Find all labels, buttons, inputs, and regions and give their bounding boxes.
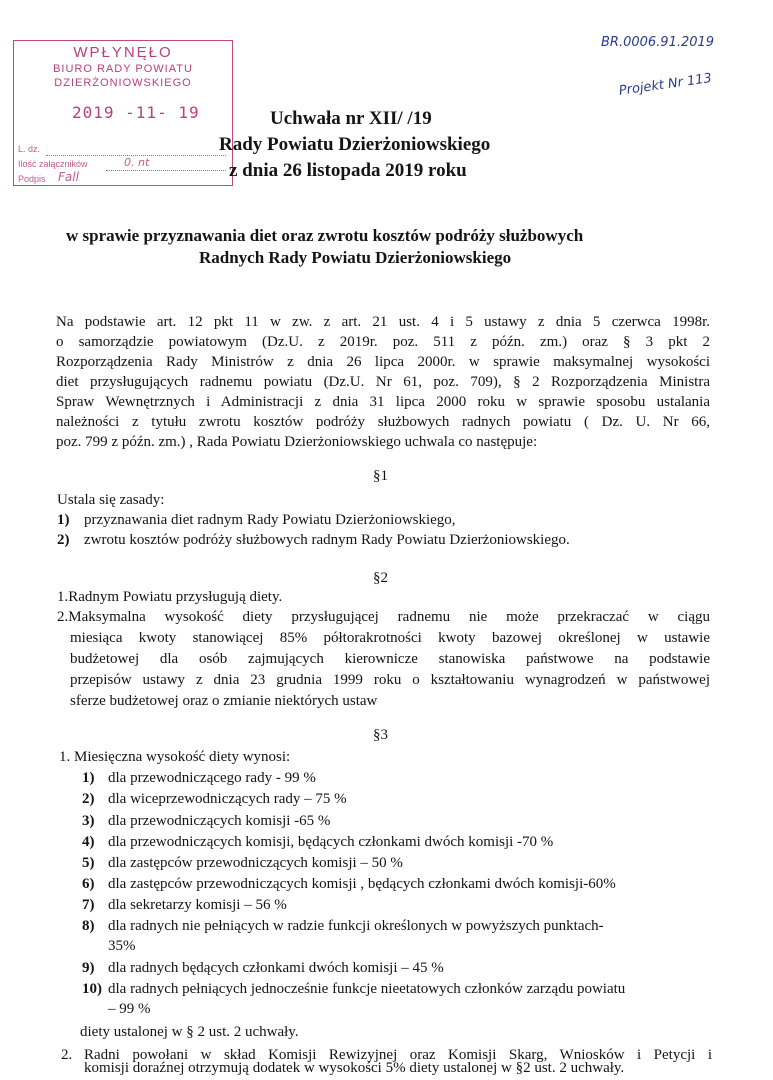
section-3-item-number: 8) [82,918,95,934]
section-3-item-number: 2) [82,791,95,807]
stamp-date: 2019 -11- 19 [72,103,200,122]
section-3-item-continuation: 35% [108,938,136,954]
stamp-received-label: WPŁYNĘŁO [73,44,173,61]
section-3-item-text: dla sekretarzy komisji – 56 % [108,897,287,913]
stamp-attachments-label: Ilość załączników [18,159,88,169]
section-2-heading: §2 [373,570,388,586]
stamp-signature: Fall [58,170,79,184]
section-3-paragraph-2-number: 2. [61,1047,73,1063]
received-stamp [13,40,233,186]
section-1-item-text: zwrotu kosztów podróży służbowych radnym Rady Powiatu Dzierżoniowskiego. [84,532,570,548]
section-3-item-number: 9) [82,960,95,976]
section-3-intro: 1. Miesięczna wysokość diety wynosi: [59,749,291,765]
resolution-subject-line1: w sprawie przyznawania diet oraz zwrotu kosztów podróży służbowych [66,226,584,245]
stamp-ldz-label: L. dz. [18,144,41,154]
section-3-item-number: 4) [82,834,95,850]
section-1-item-number: 1) [57,512,70,528]
preamble-line: poz. 799 z późn. zm.) , Rada Powiatu Dzierżoniowskiego uchwala co następuje: [56,434,538,450]
stamp-office-line1: BIURO RADY POWIATU [53,63,193,75]
preamble-line: należności z tytułu zwrotu kosztów podróży służbowych radnych powiatu ( Dz. U. Nr 66, [56,414,710,430]
handwritten-reference-number: BR.0006.91.2019 [601,35,715,50]
section-1-item-number: 2) [57,532,70,548]
section-3-item-text: dla przewodniczącego rady - 99 % [108,770,316,786]
stamp-office-line2: DZIERŻONIOWSKIEGO [54,77,192,89]
stamp-signature-label: Podpis [18,174,46,184]
preamble-line: o samorządzie powiatowym (Dz.U. z 2019r. poz. 511 z późn. zm.) oraz § 3 pkt 2 [56,334,710,350]
section-3-intro-continuation: diety ustalonej w § 2 ust. 2 uchwały. [80,1024,299,1040]
section-2-paragraph-2-line: miesiąca kwoty stanowiącej 85% półtorakrotności kwoty bazowej określonej w ustawie [70,630,710,646]
section-2-paragraph-1: 1.Radnym Powiatu przysługują diety. [57,589,283,605]
section-3-paragraph-2-line: komisji doraźnej otrzymują dodatek w wysokości 5% diety ustalonej w §2 ust. 2 uchwały. [84,1060,625,1076]
section-3-item-text: dla zastępców przewodniczących komisji , będących członkami dwóch komisji-60% [108,876,616,892]
section-3-item-text: dla radnych będących członkami dwóch komisji – 45 % [108,960,444,976]
preamble-line: Na podstawie art. 12 pkt 11 w zw. z art. 21 ust. 4 i 5 ustawy z dnia 5 czerwca 1998r. [56,314,710,330]
preamble-line: Rozporządzenia Rady Ministrów z dnia 26 lipca 2000r. w sprawie maksymalnej wysokości [56,354,710,370]
section-1-heading: §1 [373,468,388,484]
section-2-paragraph-2-line: 2.Maksymalna wysokość diety przysługującej radnemu nie może przekraczać w ciągu [57,609,710,625]
preamble-line: diet przysługujących radnemu powiatu (Dz.U. Nr 61, poz. 709), § 2 Rozporządzenia Ministra [56,374,710,390]
stamp-signature-line [52,185,226,186]
section-3-item-text: dla radnych pełniących jednocześnie funkcje nieetatowych członków zarządu powiatu [108,981,626,997]
section-3-item-text: dla przewodniczących komisji -65 % [108,813,331,829]
resolution-title-council: Rady Powiatu Dzierżoniowskiego [219,134,491,155]
preamble [56,312,710,452]
section-3-heading: §3 [373,727,388,743]
resolution-title-date: z dnia 26 listopada 2019 roku [229,160,467,181]
section-1-intro: Ustala się zasady: [57,492,165,508]
section-1-item-text: przyznawania diet radnym Rady Powiatu Dzierżoniowskiego, [84,512,456,528]
section-2-paragraph-2-line: przepisów ustawy z dnia 23 grudnia 1999 roku o kształtowaniu wynagrodzeń w państwowej [70,672,710,688]
section-2-paragraph-2-line: budżetowej dla osób zajmujących kierownicze stanowiska państwowe na podstawie [70,651,710,667]
section-2-paragraph-2-line: sferze budżetowej oraz o zmianie niektórych ustaw [70,693,378,709]
section-3-item-number: 7) [82,897,95,913]
resolution-title-number: Uchwała nr XII/ /19 [270,108,432,129]
stamp-attachments-line [106,170,226,171]
section-3-item-number: 5) [82,855,95,871]
section-3-item-number: 3) [82,813,95,829]
section-3-item-number: 6) [82,876,95,892]
section-3-item-text: dla radnych nie pełniących w radzie funkcji określonych w powyższych punktach- [108,918,604,934]
section-3-paragraph-2-line: Radni powołani w skład Komisji Rewizyjnej oraz Komisji Skarg, Wniosków i Petycji i [84,1047,712,1063]
section-3-item-number: 10) [82,981,102,997]
section-3-item-number: 1) [82,770,95,786]
section-3-item-continuation: – 99 % [108,1001,151,1017]
section-3-item-text: dla wiceprzewodniczących rady – 75 % [108,791,347,807]
handwritten-project-number: Projekt Nr 113 [618,70,713,99]
section-3-item-text: dla zastępców przewodniczących komisji – 50 % [108,855,403,871]
preamble-line: Spraw Wewnętrznych i Administracji z dnia 31 lipca 2000 roku w sprawie sposobu ustalania [56,394,710,410]
stamp-attachments-value: 0. nt [124,156,150,169]
section-3-item-text: dla przewodniczących komisji, będących członkami dwóch komisji -70 % [108,834,554,850]
resolution-subject-line2: Radnych Rady Powiatu Dzierżoniowskiego [199,248,512,267]
